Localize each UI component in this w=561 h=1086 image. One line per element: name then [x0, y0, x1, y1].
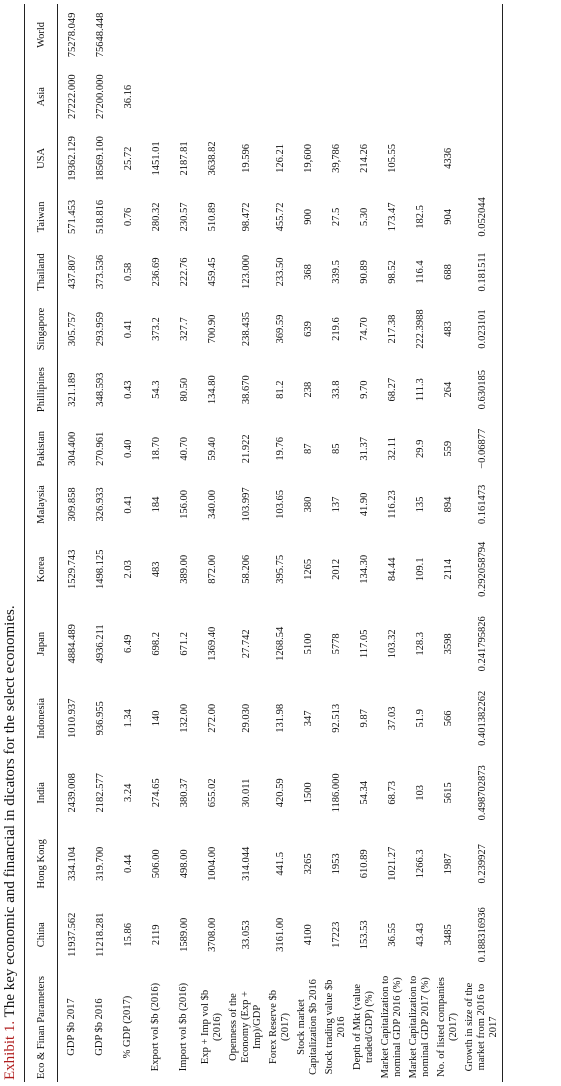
table-cell: 293.959 — [94, 311, 106, 347]
table-cell: 27200.000 — [94, 74, 106, 120]
table-cell: 58.206 — [240, 554, 252, 584]
table-cell: 389.00 — [178, 554, 190, 584]
table-cell: 9.70 — [358, 380, 370, 399]
table-cell — [434, 4, 462, 66]
table-cell: 334.104 — [66, 846, 78, 881]
table-cell: 264 — [442, 381, 454, 398]
table-cell: 455.72 — [274, 202, 286, 232]
table-cell: 0.630185 — [462, 359, 503, 421]
table-cell: 30.011 — [240, 778, 252, 808]
table-cell: 655.02 — [206, 778, 218, 808]
table-cell — [378, 66, 406, 128]
table-cell: 395.75 — [274, 554, 286, 584]
table-cell: 126.21 — [274, 143, 286, 173]
table-cell: 326.933 — [94, 487, 106, 522]
table-cell: 80.50 — [178, 377, 190, 402]
table-cell: 41.90 — [358, 492, 370, 517]
table-cell: 184 — [150, 496, 162, 513]
table-cell: 134.80 — [206, 375, 218, 405]
table-cell — [266, 4, 294, 66]
table-cell — [378, 4, 406, 66]
column-header: Thailand — [25, 245, 58, 300]
column-header: Indonesia — [25, 681, 58, 756]
table-cell — [114, 4, 142, 66]
table-cell: 11218.281 — [94, 912, 106, 957]
table-cell: 506.00 — [150, 849, 162, 879]
table-cell: 369.59 — [274, 314, 286, 344]
table-cell: 238.435 — [240, 311, 252, 347]
table-cell: 87 — [302, 443, 314, 454]
table-cell: 0.181511 — [462, 245, 503, 300]
table-cell: 182.5 — [414, 205, 426, 229]
table-row — [86, 4, 114, 1082]
table-cell: 380 — [302, 496, 314, 513]
row-label: Market Capitalization to nominal GDP 2017 (%) — [408, 975, 431, 1079]
table-cell: 17223 — [330, 921, 342, 948]
table-cell: 27.5 — [330, 207, 342, 227]
table-cell: 274.65 — [150, 778, 162, 808]
table-row — [350, 4, 378, 1082]
table-cell: 698.2 — [150, 632, 162, 656]
column-header: Malaysia — [25, 477, 58, 532]
table-cell: 116.4 — [414, 260, 426, 284]
table-cell: 1369.40 — [206, 626, 218, 661]
table-cell: 156.00 — [178, 490, 190, 519]
column-header: Korea — [25, 532, 58, 607]
row-label: Exp + Imp vol $b (2016) — [200, 989, 223, 1065]
table-cell: 566 — [442, 710, 454, 727]
table-cell: 0.161473 — [462, 477, 503, 532]
table-cell: 1953 — [330, 853, 342, 875]
table-cell: 437.807 — [66, 254, 78, 290]
table-cell: 304.400 — [66, 431, 78, 466]
table-cell: 671.2 — [178, 632, 190, 656]
row-label: No. of listed companies (2017) — [436, 977, 459, 1077]
table-cell — [294, 4, 322, 66]
table-cell: 135 — [414, 496, 426, 513]
table-cell: 103.997 — [240, 487, 252, 522]
table-cell: 68.27 — [386, 377, 398, 402]
table-cell: 4336 — [442, 147, 454, 169]
column-header: World — [25, 4, 58, 66]
table-cell: 639 — [302, 321, 314, 337]
table-cell: 85 — [330, 443, 342, 454]
table-cell: 0.241795826 — [462, 607, 503, 682]
table-cell: 140 — [150, 710, 162, 727]
column-header: Pakistan — [25, 421, 58, 477]
table-cell — [226, 4, 266, 66]
table-header-row — [25, 4, 58, 1082]
table-cell: 0.498702873 — [462, 756, 503, 831]
table-cell: 0.58 — [122, 262, 134, 282]
table-cell: 11937.562 — [66, 912, 78, 957]
table-cell: 348.593 — [94, 372, 106, 407]
table-cell: 81.2 — [274, 380, 286, 399]
table-cell — [462, 128, 503, 190]
column-header: Phillipines — [25, 359, 58, 421]
table-cell: 1498.125 — [94, 549, 106, 590]
column-header: Taiwan — [25, 189, 58, 244]
indicators-table — [24, 4, 503, 1082]
table-cell — [350, 4, 378, 66]
table-row — [266, 4, 294, 1082]
row-label: Export vol $b (2016) — [150, 982, 161, 1072]
table-cell: 0.43 — [122, 380, 134, 399]
table-cell: 103.32 — [386, 629, 398, 659]
exhibit-title: The key economic and financial in dicators for the select economies. — [2, 605, 18, 1018]
table-cell: 27222.000 — [66, 74, 78, 120]
row-label: Forex Reserve $b (2017) — [268, 989, 291, 1065]
row-label: Stock market Capitalization $b 2016 — [296, 979, 319, 1075]
table-cell: 29.9 — [414, 439, 426, 458]
table-cell: 280.32 — [150, 202, 162, 232]
table-cell: 40.70 — [178, 436, 190, 461]
table-cell: 2182.577 — [94, 773, 106, 813]
table-cell: 18569.100 — [94, 136, 106, 181]
table-row — [170, 4, 198, 1082]
row-label: Growth in size of the market from 2016 to 2017 — [462, 972, 503, 1082]
column-header: India — [25, 756, 58, 831]
table-cell: 5778 — [330, 633, 342, 655]
table-cell: 904 — [442, 209, 454, 225]
table-cell: 9.87 — [358, 709, 370, 728]
table-cell: 340.00 — [206, 490, 218, 519]
table-cell: 98.52 — [386, 260, 398, 284]
table-cell: 1265 — [302, 558, 314, 580]
table-cell: 319.700 — [94, 846, 106, 881]
row-label: Market Capitalization to nominal GDP 2016 (%) — [380, 975, 403, 1079]
column-header: Asia — [25, 66, 58, 128]
table-cell: 0.023101 — [462, 299, 503, 358]
column-header: Singapore — [25, 299, 58, 358]
table-cell — [198, 4, 226, 66]
table-cell: 3708.00 — [206, 917, 218, 952]
table-row — [462, 4, 503, 1082]
table-cell: 373.2 — [150, 317, 162, 341]
table-cell: 33.053 — [240, 920, 252, 950]
table-cell — [170, 4, 198, 66]
table-cell: 3.24 — [122, 783, 134, 803]
table-cell: 3265 — [302, 853, 314, 875]
table-cell — [350, 66, 378, 128]
column-header: China — [25, 898, 58, 973]
table-cell: 4936.211 — [94, 624, 106, 664]
table-cell: 21.922 — [240, 434, 252, 464]
table-cell: 498.00 — [178, 849, 190, 879]
table-cell — [434, 66, 462, 128]
table-cell: 0.44 — [122, 854, 134, 873]
table-cell: 39,786 — [330, 143, 342, 173]
table-cell: 518.816 — [94, 199, 106, 234]
table-cell: 75648.448 — [94, 12, 106, 58]
table-cell: 1529.743 — [66, 549, 78, 590]
table-cell: 84.44 — [386, 557, 398, 582]
column-header-parameters: Eco & Finan Parameters — [25, 972, 58, 1082]
table-cell: 3638.82 — [206, 141, 218, 176]
table-cell — [406, 4, 434, 66]
table-cell — [294, 66, 322, 128]
table-cell: 36.55 — [386, 922, 398, 947]
row-label: GDP $b 2017 — [66, 998, 77, 1056]
table-cell: 1589.00 — [178, 917, 190, 952]
table-cell: 900 — [302, 209, 314, 225]
table-cell: 347 — [302, 710, 314, 727]
table-cell: 75278.049 — [66, 12, 78, 58]
table-body — [58, 4, 503, 1082]
table-cell: 32.11 — [386, 437, 398, 461]
table-cell: 2.03 — [122, 560, 134, 579]
table-cell: 1186.000 — [330, 773, 342, 813]
table-cell: 29.030 — [240, 703, 252, 733]
exhibit-caption — [2, 605, 19, 1080]
column-header: USA — [25, 128, 58, 190]
table-cell: 441.5 — [274, 852, 286, 876]
column-header: Japan — [25, 607, 58, 682]
table-cell: 510.89 — [206, 202, 218, 232]
table-cell — [142, 4, 170, 66]
table-cell: 109.1 — [414, 557, 426, 582]
table-cell: 117.05 — [358, 629, 370, 659]
table-cell: 6.49 — [122, 634, 134, 654]
table-cell: 36.16 — [122, 84, 134, 109]
table-cell: 559 — [442, 440, 454, 457]
table-cell: 4100 — [302, 924, 314, 946]
table-cell: 131.98 — [274, 703, 286, 733]
row-label: Depth of Mkt (value traded/GDP) (%) — [352, 983, 375, 1071]
table-row — [378, 4, 406, 1082]
table-cell: 1.34 — [122, 709, 134, 728]
table-cell: 123.000 — [240, 254, 252, 290]
table-cell: 33.8 — [330, 380, 342, 399]
table-cell: 1500 — [302, 782, 314, 804]
table-cell: 238 — [302, 381, 314, 398]
table-cell: 0.41 — [122, 319, 134, 339]
table-cell: 25.72 — [122, 146, 134, 171]
table-cell: 5.30 — [358, 207, 370, 227]
table-cell: 19362.129 — [66, 136, 78, 181]
row-label: GDP $b 2016 — [94, 998, 105, 1056]
table-cell: 1987 — [442, 853, 454, 875]
row-label: % GDP (2017) — [122, 995, 133, 1059]
table-row — [142, 4, 170, 1082]
table-cell — [266, 66, 294, 128]
table-cell: 92.513 — [330, 703, 342, 733]
table-row — [198, 4, 226, 1082]
table-cell: 51.9 — [414, 709, 426, 728]
table-cell — [322, 4, 350, 66]
table-cell: 2439.008 — [66, 773, 78, 813]
table-cell: 137 — [330, 496, 342, 513]
table-cell: 1451.01 — [150, 141, 162, 176]
table-row — [294, 4, 322, 1082]
table-cell: 103.65 — [274, 490, 286, 519]
table-cell: 27.742 — [240, 629, 252, 659]
table-cell: 233.50 — [274, 257, 286, 287]
table-cell: 116.23 — [386, 490, 398, 519]
table-cell: 2114 — [442, 559, 454, 580]
table-cell — [198, 66, 226, 128]
table-cell: 700.90 — [206, 314, 218, 344]
table-cell: 2012 — [330, 558, 342, 580]
table-cell: 0.76 — [122, 207, 134, 227]
table-cell: 68.73 — [386, 781, 398, 805]
table-cell: 309.858 — [66, 487, 78, 522]
table-row — [322, 4, 350, 1082]
table-cell: 688 — [442, 264, 454, 280]
table-cell: 368 — [302, 264, 314, 280]
table-cell: 872.00 — [206, 554, 218, 584]
table-cell — [462, 4, 503, 66]
table-cell: 1021.27 — [386, 846, 398, 881]
table-cell — [170, 66, 198, 128]
table-cell: 153.53 — [358, 920, 370, 950]
table-cell: 74.70 — [358, 317, 370, 341]
table-cell: 54.34 — [358, 781, 370, 805]
table-cell: 380.37 — [178, 778, 190, 808]
table-row — [114, 4, 142, 1082]
table-cell — [142, 66, 170, 128]
table-cell: 3485 — [442, 924, 454, 946]
table-cell: 894 — [442, 496, 454, 513]
table-cell: 5615 — [442, 782, 454, 804]
table-cell: 222.76 — [178, 257, 190, 287]
table-cell: 98.472 — [240, 202, 252, 232]
table-cell: 19,600 — [302, 143, 314, 173]
table-cell: 314.044 — [240, 846, 252, 881]
table-cell — [406, 66, 434, 128]
table-cell — [322, 66, 350, 128]
table-cell: 214.26 — [358, 143, 370, 173]
table-cell: 38.670 — [240, 375, 252, 405]
table-cell: 3161.00 — [274, 917, 286, 952]
table-cell: 132.00 — [178, 703, 190, 733]
table-cell — [226, 66, 266, 128]
table-cell — [462, 66, 503, 128]
table-cell: 1004.00 — [206, 846, 218, 881]
table-cell: 111.3 — [414, 378, 426, 402]
exhibit-label: Exhibit 1. — [2, 1020, 18, 1080]
table-cell: 59.40 — [206, 436, 218, 461]
table-row — [406, 4, 434, 1082]
row-label: Stock trading value $b 2016 — [324, 979, 347, 1075]
row-label: Import vol $b (2016) — [178, 982, 189, 1072]
table-cell: 0.292058794 — [462, 532, 503, 607]
table-cell: −0.06877 — [462, 421, 503, 477]
table-cell: 483 — [442, 321, 454, 337]
table-cell: 936.955 — [94, 701, 106, 736]
table-cell: 321.189 — [66, 372, 78, 407]
table-cell: 459.45 — [206, 257, 218, 287]
table-cell: 236.69 — [150, 257, 162, 287]
table-cell: 327.7 — [178, 317, 190, 341]
table-cell: 37.03 — [386, 706, 398, 731]
table-cell: 610.89 — [358, 849, 370, 879]
table-cell: 222.3988 — [414, 309, 426, 349]
table-cell: 1010.937 — [66, 698, 78, 739]
table-cell: 105.55 — [386, 143, 398, 173]
table-row — [434, 4, 462, 1082]
column-header: Hong Kong — [25, 830, 58, 897]
table-cell: 217.38 — [386, 314, 398, 344]
table-cell: 420.59 — [274, 778, 286, 808]
table-cell: 3598 — [442, 633, 454, 655]
table-cell: 2119 — [150, 924, 162, 946]
table-cell: 1266.3 — [414, 849, 426, 879]
table-cell: 571.453 — [66, 199, 78, 234]
table-cell: 90.89 — [358, 260, 370, 284]
table-cell: 270.961 — [94, 431, 106, 466]
table-cell: 0.052044 — [462, 189, 503, 244]
table-cell: 43.43 — [414, 922, 426, 947]
row-label: Openness of the Economy (Exp + Imp)/GDP — [228, 991, 263, 1063]
table-cell: 19.596 — [240, 143, 252, 173]
table-cell: 0.188316936 — [462, 898, 503, 973]
table-row — [226, 4, 266, 1082]
table-cell: 483 — [150, 561, 162, 578]
table-cell: 15.86 — [122, 922, 134, 947]
table-cell: 219.6 — [330, 317, 342, 341]
table-cell: 134.30 — [358, 554, 370, 584]
table-cell: 103 — [414, 784, 426, 801]
table-cell: 373.536 — [94, 254, 106, 290]
table-cell: 18.70 — [150, 436, 162, 461]
table-cell: 2187.81 — [178, 141, 190, 176]
table-cell: 54.3 — [150, 380, 162, 399]
table-cell: 0.239927 — [462, 830, 503, 897]
table-cell: 272.00 — [206, 703, 218, 733]
table-cell: 128.3 — [414, 632, 426, 656]
table-cell: 173.47 — [386, 202, 398, 232]
table-cell: 4884.489 — [66, 624, 78, 664]
table-cell: 0.40 — [122, 439, 134, 458]
table-cell: 339.5 — [330, 260, 342, 284]
table-cell: 5100 — [302, 633, 314, 655]
table-cell: 31.37 — [358, 436, 370, 461]
table-cell — [406, 128, 434, 190]
table-cell: 1268.54 — [274, 626, 286, 661]
table-row — [58, 4, 87, 1082]
table-cell: 19.76 — [274, 436, 286, 461]
table-cell: 305.757 — [66, 311, 78, 347]
table-cell: 230.57 — [178, 202, 190, 232]
table-cell: 0.401382262 — [462, 681, 503, 756]
table-cell: 0.41 — [122, 495, 134, 514]
